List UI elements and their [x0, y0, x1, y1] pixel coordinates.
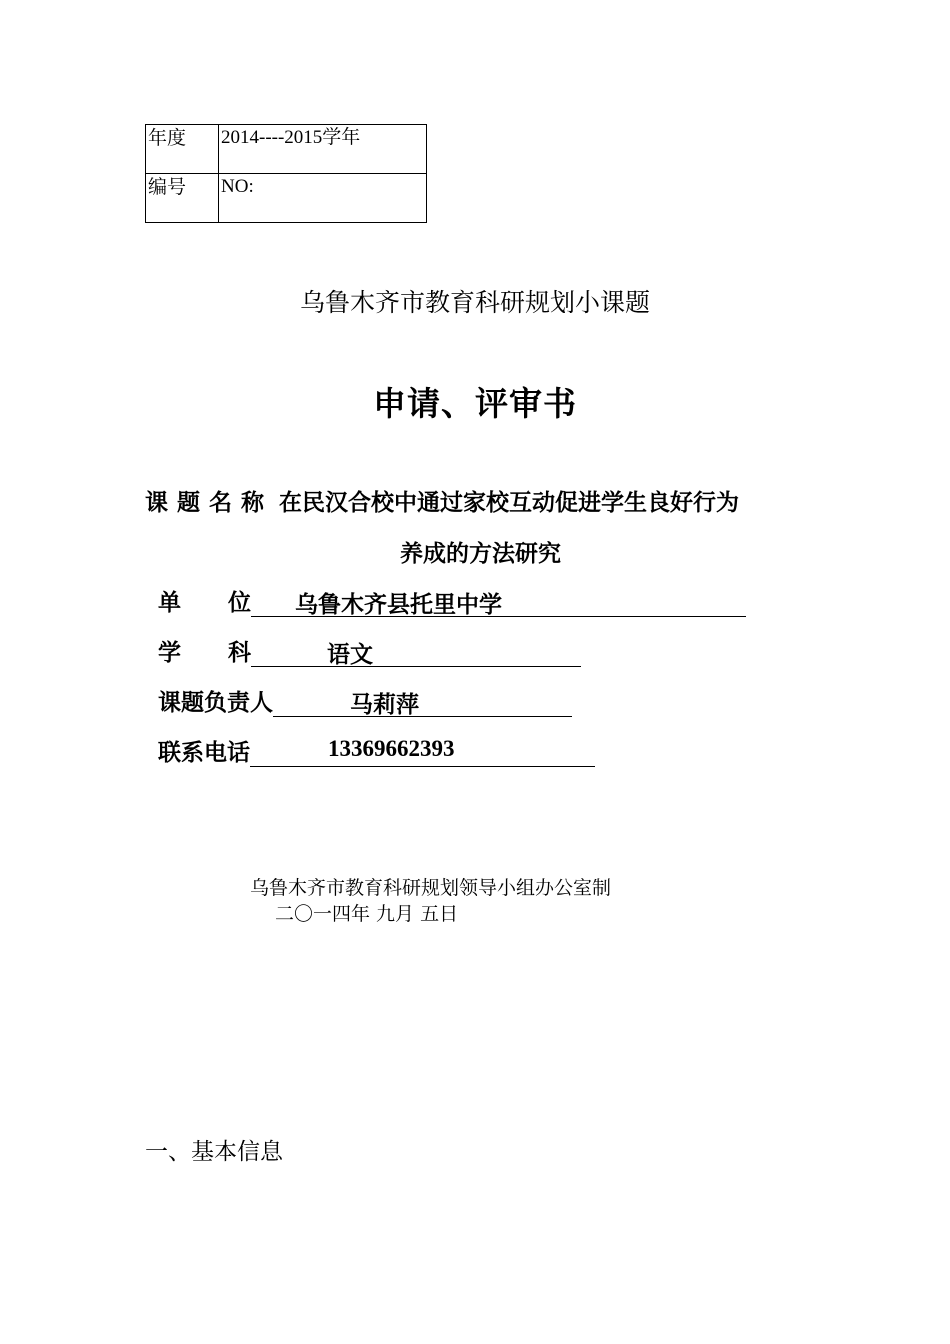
issuer-line: 乌鲁木齐市教育科研规划领导小组办公室制	[250, 877, 612, 899]
meta-table	[145, 124, 427, 223]
topic-label: 课 题 名 称	[145, 490, 264, 516]
meta-row-year	[146, 125, 427, 174]
field-phone-value: 13369662393	[328, 736, 455, 761]
topic-text: 在民汉合校中通过家校互动促进学生良好行为	[279, 490, 739, 516]
meta-label-number: 编号	[146, 174, 219, 223]
field-unit	[158, 584, 746, 617]
meta-label-year: 年度	[146, 125, 219, 174]
document-title: 乌鲁木齐市教育科研规划小课题	[299, 288, 650, 317]
date-line: 二〇一四年 九月 五日	[275, 903, 459, 925]
field-phone-label: 联系电话	[158, 740, 250, 766]
field-subject-label: 学 科	[158, 640, 251, 666]
field-phone	[158, 734, 595, 767]
field-subject-value: 语文	[327, 642, 373, 668]
field-subject-underline	[251, 636, 581, 667]
document-subtitle: 申请、评审书	[373, 384, 577, 423]
field-leader-underline	[273, 686, 572, 717]
field-phone-underline	[250, 736, 595, 767]
field-subject	[158, 634, 581, 667]
meta-value-year: 2014----2015学年	[219, 125, 427, 174]
field-unit-label: 单 位	[158, 590, 251, 616]
field-leader-label: 课题负责人	[158, 690, 273, 716]
field-unit-value: 乌鲁木齐县托里中学	[295, 592, 502, 618]
field-unit-underline	[251, 586, 746, 617]
topic-line	[145, 484, 739, 517]
meta-value-number: NO:	[219, 174, 427, 223]
field-leader	[158, 684, 572, 717]
section-heading-basic-info: 一、基本信息	[145, 1139, 283, 1165]
field-leader-value: 马莉萍	[350, 692, 419, 718]
meta-row-number	[146, 174, 427, 223]
topic-text-continued: 养成的方法研究	[400, 541, 561, 567]
